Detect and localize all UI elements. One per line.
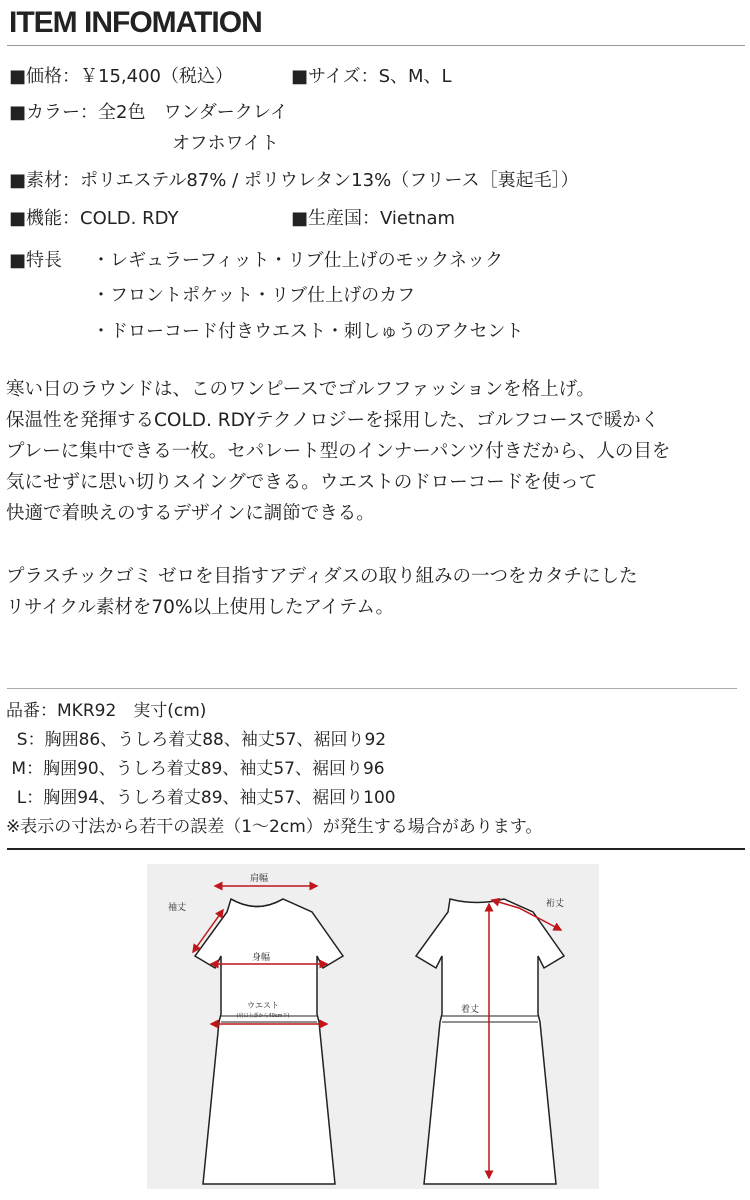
title-divider [7, 45, 745, 46]
size-row: L：胸囲94、うしろ着丈89、袖丈57、裾回り100 [6, 788, 396, 808]
spec-material: ■素材：ポリエステル87% / ポリウレタン13%（フリース［裏起毛］） [9, 170, 579, 191]
spec-origin: ■生産国：Vietnam [291, 208, 456, 229]
back-dress-outline [416, 899, 564, 1184]
sleeve-label: 袖丈 [167, 903, 187, 913]
length-label: 着丈 [460, 1005, 480, 1015]
page-title: ITEM INFOMATION [9, 6, 262, 39]
size-row: S：胸囲86、うしろ着丈88、袖丈57、裾回り92 [6, 730, 387, 750]
description-line: プレーに集中できる一枚。セパレート型のインナーパンツ付きだから、人の目を [6, 441, 671, 462]
spec-color: ■カラー：全2色 ワンダークレイ [9, 102, 288, 123]
sustainability-line: リサイクル素材を70%以上使用したアイテム。 [6, 597, 394, 618]
description-line: 気にせずに思い切りスイングできる。ウエストのドローコードを使って [6, 472, 598, 493]
size-row: M：胸囲90、うしろ着丈89、袖丈57、裾回り96 [6, 759, 385, 779]
sustainability-line: プラスチックゴミ ゼロを目指すアディダスの取り組みの一つをカタチにした [6, 566, 638, 587]
size-note: ※表示の寸法から若干の誤差（1〜2cm）が発生する場合があります。 [6, 817, 543, 837]
spec-color-second: オフホワイト [172, 133, 279, 154]
spec-features-label: ■特長 [9, 250, 63, 271]
spec-function: ■機能：COLD. RDY [9, 208, 179, 229]
feature-item: ・フロントポケット・リブ仕上げのカフ [92, 285, 416, 306]
measurement-diagram [147, 864, 599, 1189]
chest-label: 身幅 [251, 953, 271, 963]
waist-note: (肩口上部から40cm下) [236, 1013, 290, 1019]
feature-item: ・ドローコード付きウエスト・刺しゅうのアクセント [92, 321, 524, 342]
description-line: 保温性を発揮するCOLD. RDYテクノロジーを採用した、ゴルフコースで暖かく [6, 410, 660, 431]
description-line: 快適で着映えのするデザインに調節できる。 [6, 503, 375, 524]
yuki-label: 裄丈 [545, 899, 565, 909]
waist-label: ウエスト [247, 1001, 279, 1010]
size-table-header: 品番：MKR92 実寸(cm) [6, 701, 207, 721]
shoulder-label: 肩幅 [249, 874, 269, 884]
dress-diagram-svg [147, 864, 599, 1189]
size-table-divider [7, 848, 745, 850]
spec-size: ■サイズ：S、M、L [291, 66, 452, 87]
front-dress-outline [195, 899, 343, 1184]
section-divider [7, 688, 737, 689]
spec-price: ■価格：￥15,400（税込） [9, 66, 233, 87]
description-line: 寒い日のラウンドは、このワンピースでゴルフファッションを格上げ。 [6, 379, 595, 400]
feature-item: ・レギュラーフィット・リブ仕上げのモックネック [92, 250, 503, 271]
